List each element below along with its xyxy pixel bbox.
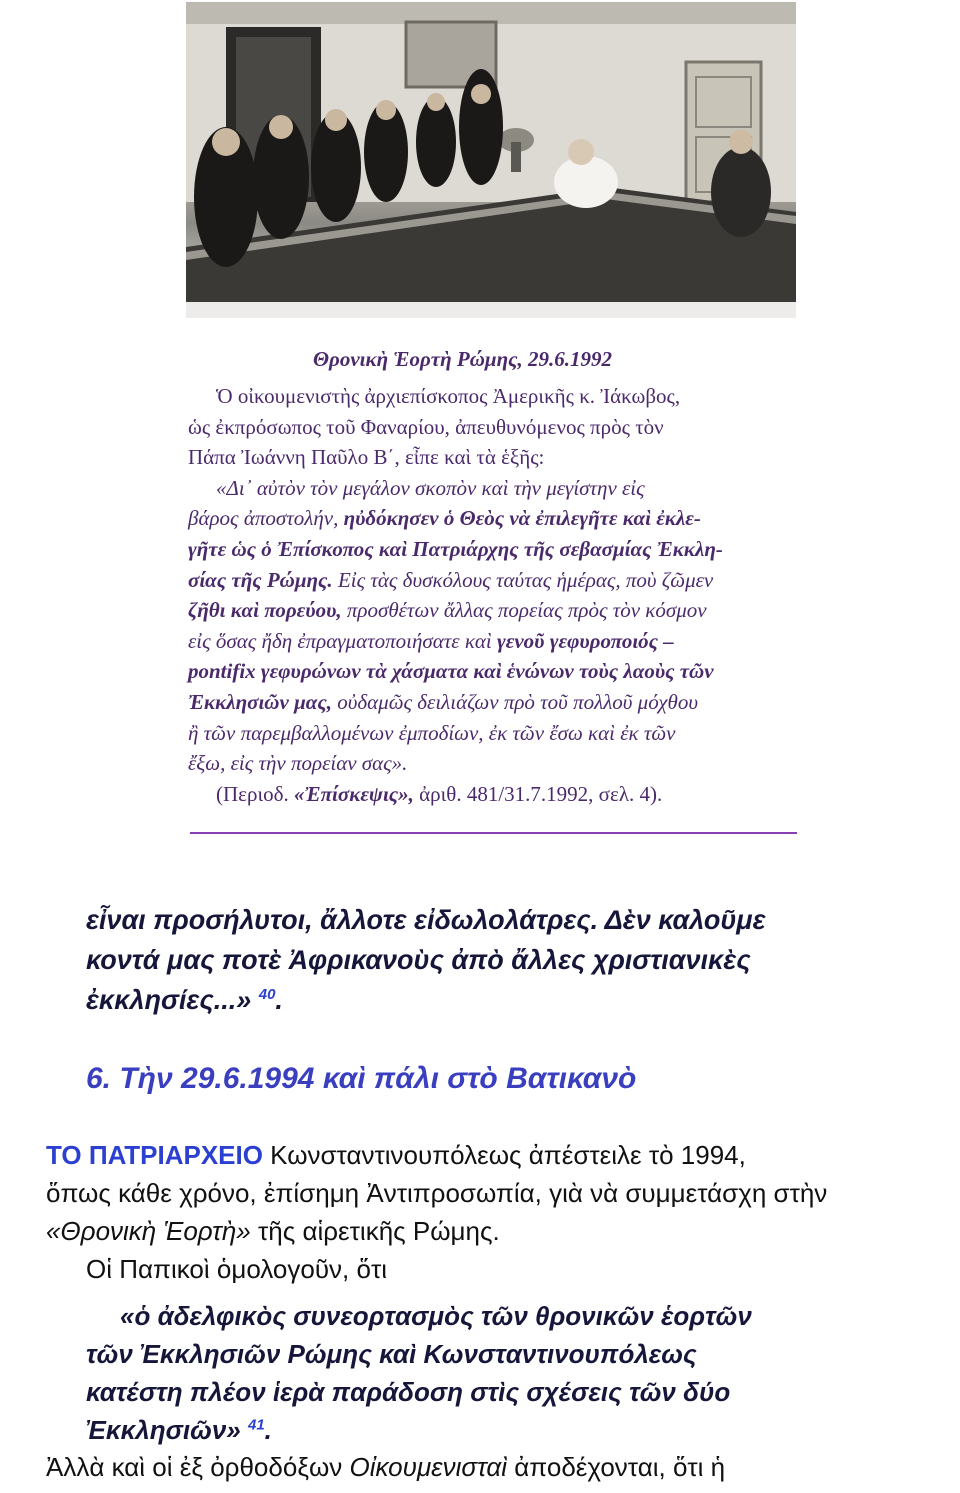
- quote-line: [188, 748, 800, 779]
- paragraph-italic: «Θρονικὴ Ἑορτὴ»: [46, 1216, 251, 1246]
- quote-text: Ἐκκλησιῶν»: [86, 1415, 241, 1445]
- quote-line: [188, 626, 800, 657]
- quote-line: [188, 534, 800, 565]
- paragraph-line: ὅπως κάθε χρόνο, ἐπίσημη Ἀντιπροσωπία, γιὰ νὰ συμμετάσχη στὴν: [46, 1178, 828, 1208]
- quote-line: «ὁ ἀδελφικὸς συνεορτασμὸς τῶν θρονικῶν ἑορτῶν: [120, 1301, 752, 1331]
- section-heading: 6. Τὴν 29.6.1994 καὶ πάλι στὸ Βατικανὸ: [86, 1062, 637, 1095]
- paragraph-text: Ἀλλὰ καὶ οἱ ἐξ ὀρθοδόξων: [46, 1452, 350, 1482]
- quote-emphasis: σίας τῆς Ρώμης.: [188, 567, 333, 592]
- quote-line: [86, 980, 946, 1020]
- caption-line: Πάπα Ἰωάννη Παῦλο Β΄, εἶπε καὶ τὰ ἑξῆς:: [188, 445, 545, 470]
- quote-line: [188, 656, 800, 687]
- quote-emphasis: Ἐκκλησιῶν μας,: [188, 689, 332, 714]
- lead-caps: ΤΟ ΠΑΤΡΙΑΡΧΕΙΟ: [46, 1140, 263, 1170]
- source-text: ἀριθ. 481/31.7.1992, σελ. 4).: [413, 781, 663, 806]
- caption-divider: [190, 832, 797, 834]
- meeting-photo: [186, 2, 796, 318]
- source-line: [188, 779, 800, 810]
- source-text: (Περιοδ.: [216, 781, 295, 806]
- quote-emphasis: pontifix γεφυρώνων τὰ χάσματα καὶ ἑνώνων τοὺς λαοὺς τῶν: [188, 659, 714, 684]
- quote-text: προσθέτων ἄλλας πορείας πρὸς τὸν κόσμον: [341, 598, 707, 623]
- source-title: «Ἐπίσκεψις»,: [294, 781, 414, 806]
- quote-line: κοντά μας ποτὲ Ἀφρικανοὺς ἀπὸ ἄλλες χριστιανικὲς: [86, 945, 751, 975]
- quote-line: [86, 1411, 960, 1449]
- paragraph-line: Οἱ Παπικοὶ ὁμολογοῦν, ὅτι: [86, 1254, 387, 1284]
- quote-emphasis: γῆτε ὡς ὁ Ἐπίσκοπος καὶ Πατριάρχης τῆς σεβασμίας Ἐκκλη-: [188, 536, 723, 561]
- quote-text: ἢ τῶν παρεμβαλλομένων ἐμποδίων, ἐκ τῶν ἔσω καὶ ἐκ τῶν: [188, 720, 676, 745]
- quote-line: [188, 565, 800, 596]
- quote-line: [188, 503, 800, 534]
- quote-period: .: [264, 1415, 272, 1445]
- paragraph-last: [46, 1448, 960, 1486]
- quote-line: [188, 718, 800, 749]
- quote-ending: [86, 900, 946, 1020]
- paragraph-line: [46, 1136, 960, 1174]
- caption-body: [188, 381, 800, 809]
- paragraph-text: ἀποδέχονται, ὅτι ἡ: [507, 1452, 726, 1482]
- paragraph-italic: Οἰκουμενισταὶ: [349, 1452, 508, 1482]
- footnote-ref[interactable]: 40: [258, 986, 276, 1003]
- quote-text: ἐκκλησίες...»: [86, 985, 252, 1015]
- quote-emphasis: ηὐδόκησεν ὁ Θεὸς νὰ ἐπιλεγῆτε καὶ ἐκλε-: [343, 506, 701, 531]
- caption-line: Ὁ οἰκουμενιστὴς ἀρχιεπίσκοπος Ἀμερικῆς κ. Ἰάκωβος,: [216, 384, 681, 408]
- block-quote: [86, 1297, 960, 1449]
- paragraph-text: Κωνσταντινουπόλεως ἀπέστειλε τὸ 1994,: [262, 1140, 746, 1170]
- quote-text: εἰς ὅσας ἤδη ἐπραγματοποιήσατε καὶ: [188, 628, 498, 653]
- quote-line: εἶναι προσήλυτοι, ἄλλοτε εἰδωλολάτρες. Δὲν καλοῦμε: [86, 905, 766, 935]
- caption-title: Θρονικὴ Ἑορτὴ Ρώμης, 29.6.1992: [313, 347, 612, 371]
- quote-line: κατέστη πλέον ἱερὰ παράδοση στὶς σχέσεις τῶν δύο: [86, 1377, 731, 1407]
- quote-text: ἔξω, εἰς τὴν πορείαν σας».: [188, 751, 408, 776]
- paragraph-line: [46, 1212, 960, 1250]
- quote-line: [188, 473, 800, 504]
- quote-period: .: [275, 985, 283, 1015]
- paragraph: [46, 1136, 960, 1288]
- photograph-meeting-icon: [186, 2, 796, 318]
- quote-text: Εἰς τὰς δυσκόλους ταύτας ἡμέρας, ποὺ ζῶμεν: [332, 567, 714, 592]
- quote-text: οὐδαμῶς δειλιάζων πρὸ τοῦ πολλοῦ μόχθου: [331, 689, 698, 714]
- quote-text: βάρος ἀποστολήν,: [188, 506, 344, 531]
- quote-line: [188, 595, 800, 626]
- quote-line: τῶν Ἐκκλησιῶν Ρώμης καὶ Κωνσταντινουπόλεως: [86, 1339, 697, 1369]
- quote-emphasis: ζῆθι καὶ πορεύου,: [188, 598, 342, 623]
- quote-emphasis: γενοῦ γεφυροποιός –: [497, 628, 674, 653]
- footnote-ref[interactable]: 41: [247, 1416, 265, 1434]
- caption-line: ὡς ἐκπρόσωπος τοῦ Φαναρίου, ἀπευθυνόμενος πρὸς τὸν: [188, 414, 664, 439]
- quote-text: «Δι᾽ αὐτὸν τὸν μεγάλον σκοπὸν καὶ τὴν μεγίστην εἰς: [216, 475, 645, 500]
- quote-line: [188, 687, 800, 718]
- paragraph-text: τῆς αἱρετικῆς Ρώμης.: [250, 1216, 500, 1246]
